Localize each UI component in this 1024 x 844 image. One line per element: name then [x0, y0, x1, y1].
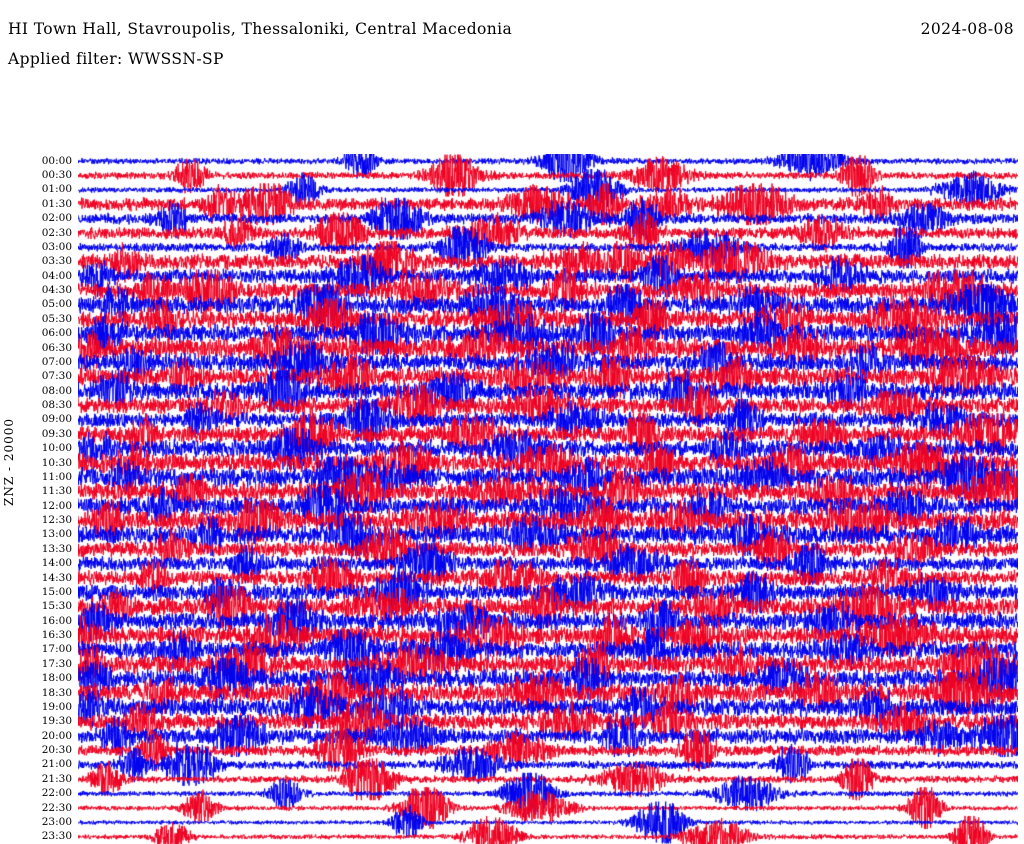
time-label: 04:30	[41, 284, 72, 297]
helicorder-plot	[0, 76, 1024, 843]
time-label: 12:00	[41, 499, 72, 512]
time-label: 06:00	[41, 327, 72, 340]
time-label: 08:30	[41, 399, 72, 412]
applied-filter-label: Applied filter: WWSSN-SP	[8, 50, 224, 68]
time-label: 21:30	[41, 772, 72, 785]
time-label: 16:30	[41, 629, 72, 642]
time-label: 07:30	[41, 370, 72, 383]
time-label: 22:30	[41, 801, 72, 814]
time-label: 15:00	[41, 585, 72, 598]
time-label: 09:30	[41, 427, 72, 440]
time-label: 11:00	[41, 470, 72, 483]
time-label: 05:00	[41, 298, 72, 311]
time-label: 17:30	[41, 657, 72, 670]
time-label: 10:30	[41, 456, 72, 469]
time-label: 06:30	[41, 341, 72, 354]
time-label: 20:00	[41, 729, 72, 742]
seismogram-traces	[78, 154, 1018, 844]
time-label: 05:30	[41, 312, 72, 325]
time-label: 21:00	[41, 758, 72, 771]
time-label: 18:00	[41, 672, 72, 685]
time-label: 11:30	[41, 485, 72, 498]
time-label: 13:00	[41, 528, 72, 541]
time-label: 01:30	[41, 197, 72, 210]
time-label: 16:00	[41, 614, 72, 627]
time-label: 14:00	[41, 557, 72, 570]
time-axis-labels	[24, 154, 72, 844]
time-label: 19:30	[41, 715, 72, 728]
time-label: 23:30	[41, 830, 72, 843]
time-label: 23:00	[41, 815, 72, 828]
time-label: 08:00	[41, 384, 72, 397]
time-label: 19:00	[41, 700, 72, 713]
time-label: 22:00	[41, 787, 72, 800]
page-title: HI Town Hall, Stavroupolis, Thessaloniki, Central Macedonia	[8, 20, 513, 38]
time-label: 14:30	[41, 571, 72, 584]
time-label: 07:00	[41, 355, 72, 368]
time-label: 10:00	[41, 442, 72, 455]
time-label: 04:00	[41, 269, 72, 282]
y-axis-label-text: ZNZ - 20000	[2, 417, 16, 506]
chart-header	[0, 0, 1024, 72]
time-label: 15:30	[41, 600, 72, 613]
time-label: 01:00	[41, 183, 72, 196]
time-label: 17:00	[41, 643, 72, 656]
time-label: 18:30	[41, 686, 72, 699]
time-label: 00:30	[41, 169, 72, 182]
time-label: 03:30	[41, 255, 72, 268]
time-label: 03:00	[41, 240, 72, 253]
time-label: 02:00	[41, 212, 72, 225]
time-label: 20:30	[41, 744, 72, 757]
time-label: 12:30	[41, 514, 72, 527]
time-label: 13:30	[41, 542, 72, 555]
record-date: 2024-08-08	[920, 20, 1014, 38]
time-label: 02:30	[41, 226, 72, 239]
time-label: 00:00	[41, 154, 72, 167]
time-label: 09:00	[41, 413, 72, 426]
